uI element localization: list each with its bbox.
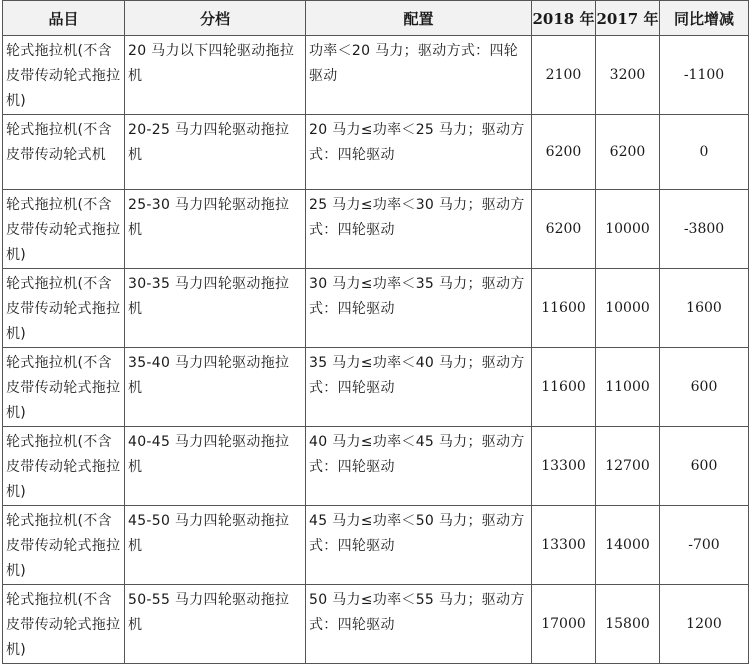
- cell-2017: 3200: [596, 36, 660, 115]
- cell-change: -1100: [660, 36, 749, 115]
- cell-change: 600: [660, 427, 749, 506]
- cell-tier: 50-55 马力四轮驱动拖拉机: [125, 585, 306, 664]
- cell-tier: 20-25 马力四轮驱动拖拉机: [125, 115, 306, 190]
- cell-item: 轮式拖拉机(不含皮带传动轮式拖拉机): [3, 585, 125, 664]
- table-row: [3, 585, 749, 664]
- cell-tier: 20 马力以下四轮驱动拖拉机: [125, 36, 306, 115]
- cell-2017: 12700: [596, 427, 660, 506]
- cell-config: 50 马力≤功率＜55 马力；驱动方式：四轮驱动: [306, 585, 532, 664]
- table-row: [3, 115, 749, 190]
- cell-item: 轮式拖拉机(不含皮带传动轮式拖拉机): [3, 269, 125, 348]
- cell-tier: 35-40 马力四轮驱动拖拉机: [125, 348, 306, 427]
- cell-2018: 11600: [532, 269, 596, 348]
- cell-change: 1600: [660, 269, 749, 348]
- subsidy-table: [2, 0, 749, 664]
- table-row: [3, 506, 749, 585]
- cell-tier: 30-35 马力四轮驱动拖拉机: [125, 269, 306, 348]
- cell-2018: 11600: [532, 348, 596, 427]
- cell-item: 轮式拖拉机(不含皮带传动轮式机: [3, 115, 125, 190]
- cell-tier: 40-45 马力四轮驱动拖拉机: [125, 427, 306, 506]
- cell-2017: 11000: [596, 348, 660, 427]
- cell-config: 45 马力≤功率＜50 马力；驱动方式：四轮驱动: [306, 506, 532, 585]
- cell-tier: 45-50 马力四轮驱动拖拉机: [125, 506, 306, 585]
- cell-config: 35 马力≤功率＜40 马力；驱动方式：四轮驱动: [306, 348, 532, 427]
- header-config: 配置: [306, 1, 532, 36]
- cell-change: -700: [660, 506, 749, 585]
- table-row: [3, 190, 749, 269]
- header-change: 同比增减: [660, 1, 749, 36]
- table-row: [3, 269, 749, 348]
- cell-2018: 2100: [532, 36, 596, 115]
- cell-config: 40 马力≤功率＜45 马力；驱动方式：四轮驱动: [306, 427, 532, 506]
- cell-2017: 14000: [596, 506, 660, 585]
- cell-change: 0: [660, 115, 749, 190]
- cell-item: 轮式拖拉机(不含皮带传动轮式拖拉机): [3, 190, 125, 269]
- table-row: [3, 427, 749, 506]
- cell-2018: 6200: [532, 190, 596, 269]
- cell-config: 20 马力≤功率＜25 马力；驱动方式：四轮驱动: [306, 115, 532, 190]
- cell-config: 30 马力≤功率＜35 马力；驱动方式：四轮驱动: [306, 269, 532, 348]
- table-row: [3, 36, 749, 115]
- cell-2017: 10000: [596, 269, 660, 348]
- cell-tier: 25-30 马力四轮驱动拖拉机: [125, 190, 306, 269]
- cell-2018: 13300: [532, 427, 596, 506]
- cell-config: 25 马力≤功率＜30 马力；驱动方式：四轮驱动: [306, 190, 532, 269]
- header-tier: 分档: [125, 1, 306, 36]
- table-row: [3, 348, 749, 427]
- cell-change: -3800: [660, 190, 749, 269]
- cell-item: 轮式拖拉机(不含皮带传动轮式拖拉机): [3, 506, 125, 585]
- cell-2018: 17000: [532, 585, 596, 664]
- cell-2017: 15800: [596, 585, 660, 664]
- cell-item: 轮式拖拉机(不含皮带传动轮式拖拉机): [3, 427, 125, 506]
- cell-change: 600: [660, 348, 749, 427]
- header-item: 品目: [3, 1, 125, 36]
- cell-change: 1200: [660, 585, 749, 664]
- cell-item: 轮式拖拉机(不含皮带传动轮式拖拉机): [3, 348, 125, 427]
- header-2017: 2017 年: [596, 1, 660, 36]
- header-2018: 2018 年: [532, 1, 596, 36]
- cell-2017: 10000: [596, 190, 660, 269]
- cell-item: 轮式拖拉机(不含皮带传动轮式拖拉机): [3, 36, 125, 115]
- cell-2018: 6200: [532, 115, 596, 190]
- cell-2017: 6200: [596, 115, 660, 190]
- cell-config: 功率＜20 马力；驱动方式：四轮驱动: [306, 36, 532, 115]
- cell-2018: 13300: [532, 506, 596, 585]
- header-row: [3, 1, 749, 36]
